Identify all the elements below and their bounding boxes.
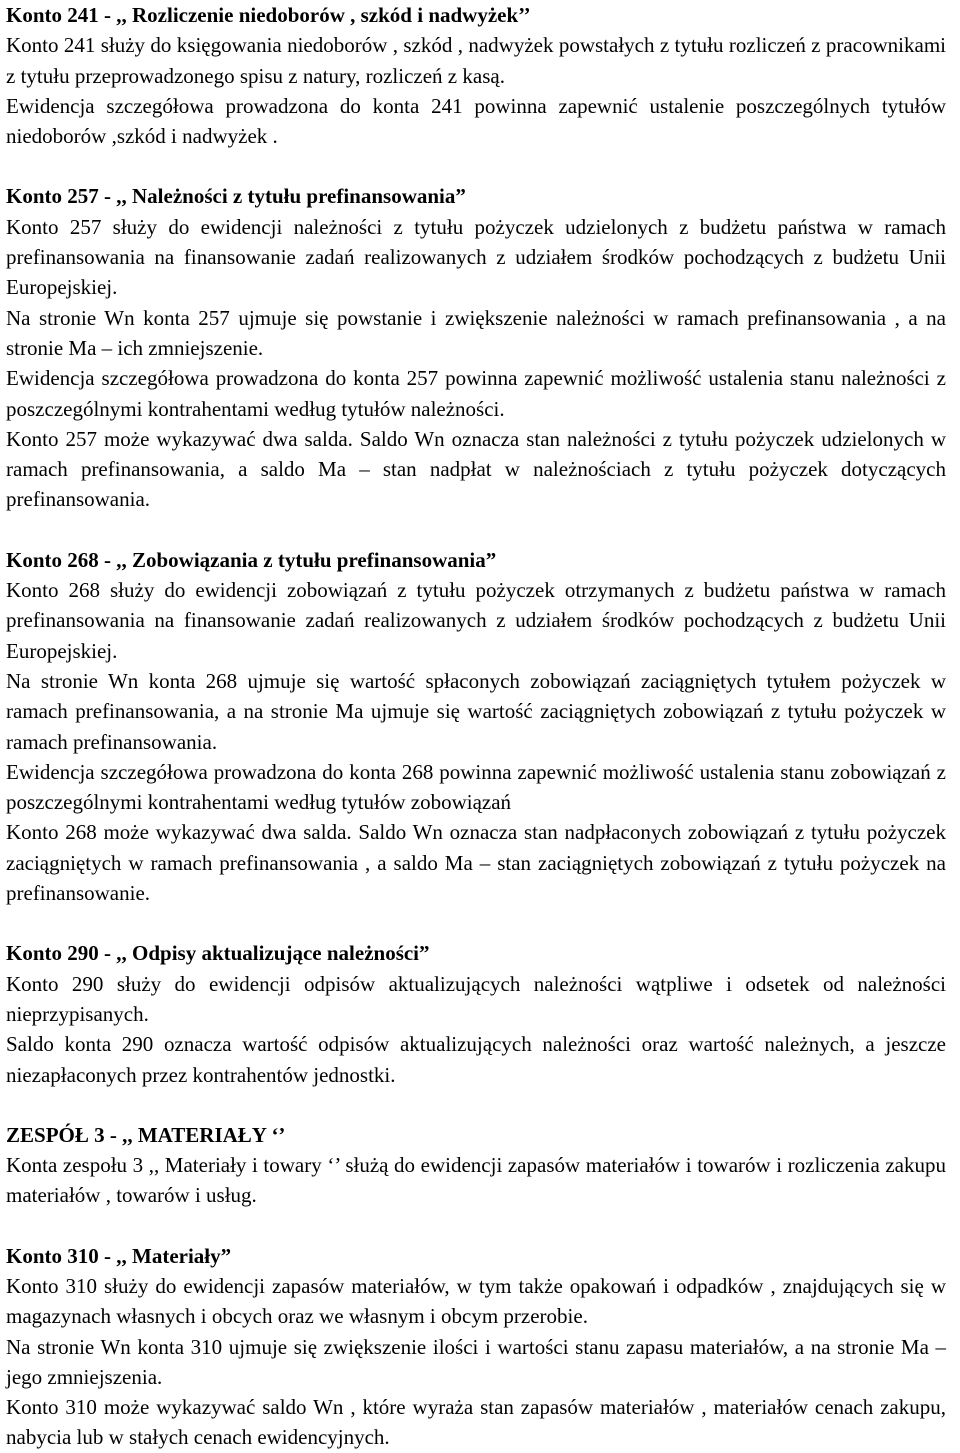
paragraph: Saldo konta 290 oznacza wartość odpisów aktualizujących należności oraz wartość należnych, a jeszcze niezapłaconych przez kontrahentów jednostki. bbox=[6, 1032, 946, 1087]
section-heading: Konto 241 - ,, Rozliczenie niedoborów , szkód i nadwyżek’’ bbox=[6, 3, 531, 27]
paragraph: Konto 268 może wykazywać dwa salda. Saldo Wn oznacza stan nadpłaconych zobowiązań z tytułu pożyczek zaciągniętych w ramach prefinansowania , a saldo Ma – stan zaciągniętych zobowiązań z tytułu pożyczek na prefinansowanie. bbox=[6, 820, 946, 906]
section-konto-290 bbox=[6, 938, 946, 1089]
section-konto-268 bbox=[6, 545, 946, 909]
paragraph: Na stronie Wn konta 257 ujmuje się powstanie i zwiększenie należności w ramach prefinansowania , a na stronie Ma – ich zmniejszenie. bbox=[6, 305, 946, 360]
section-zespol-3 bbox=[6, 1120, 946, 1211]
paragraph: Konto 290 służy do ewidencji odpisów aktualizujących należności wątpliwe i odsetek od należności nieprzypisanych. bbox=[6, 971, 946, 1026]
section-konto-257 bbox=[6, 181, 946, 514]
paragraph: Ewidencja szczegółowa prowadzona do konta 257 powinna zapewnić możliwość ustalenia stanu należności z poszczególnymi kontrahentami według tytułów należności. bbox=[6, 366, 946, 421]
section-heading: Konto 290 - ,, Odpisy aktualizujące należności” bbox=[6, 941, 430, 966]
paragraph: Konto 241 służy do księgowania niedoborów , szkód , nadwyżek powstałych z tytułu rozliczeń z pracownikami z tytułu przeprowadzonego spisu z natury, rozliczeń z kasą. bbox=[6, 33, 946, 88]
section-heading: Konto 257 - ,, Należności z tytułu prefinansowania” bbox=[6, 184, 466, 209]
paragraph: Konto 310 służy do ewidencji zapasów materiałów, w tym także opakowań i odpadków , znajdujących się w magazynach własnych i obcych oraz we własnym i obcym przerobie. bbox=[6, 1273, 946, 1329]
paragraph: Na stronie Wn konta 310 ujmuje się zwiększenie ilości i wartości stanu zapasu materiałów, a na stronie Ma – jego zmniejszenia. bbox=[6, 1334, 946, 1389]
section-heading: ZESPÓŁ 3 - ,, MATERIAŁY ‘’ bbox=[6, 1122, 286, 1147]
paragraph: Na stronie Wn konta 268 ujmuje się wartość spłaconych zobowiązań zaciągniętych tytułem pożyczek w ramach prefinansowania, a na stronie Ma ujmuje się wartość zaciągniętych zobowiązań z tytułu pożyczek w ramach prefinansowania. bbox=[6, 668, 946, 754]
paragraph: Konto 257 służy do ewidencji należności z tytułu pożyczek udzielonych z budżetu państwa w ramach prefinansowania na finansowanie zadań realizowanych z udziałem środków pochodzących z budżetu Unii Europejskiej. bbox=[6, 214, 946, 300]
paragraph: Konto 310 może wykazywać saldo Wn , które wyraża stan zapasów materiałów , materiałów cenach zakupu, nabycia lub w stałych cenach ewidencyjnych. bbox=[6, 1395, 946, 1450]
section-heading: Konto 310 - ,, Materiały” bbox=[6, 1243, 232, 1268]
paragraph: Konto 257 może wykazywać dwa salda. Saldo Wn oznacza stan należności z tytułu pożyczek udzielonych w ramach prefinansowania, a saldo Ma – stan nadpłat w należnościach z tytułu pożyczek dotyczących prefinansowania. bbox=[6, 426, 946, 512]
paragraph: Konto 268 służy do ewidencji zobowiązań z tytułu pożyczek otrzymanych z budżetu państwa w ramach prefinansowania na finansowanie zadań realizowanych z udziałem środków pochodzących z budżetu Unii Europejskiej. bbox=[6, 578, 946, 663]
section-konto-241 bbox=[6, 0, 946, 151]
paragraph: Konta zespołu 3 ,, Materiały i towary ‘’ służą do ewidencji zapasów materiałów i towarów i rozliczenia zakupu materiałów , towarów i usług. bbox=[6, 1153, 946, 1208]
section-konto-310 bbox=[6, 1241, 946, 1453]
paragraph: Ewidencja szczegółowa prowadzona do konta 268 powinna zapewnić możliwość ustalenia stanu zobowiązań z poszczególnymi kontrahentami według tytułów zobowiązań bbox=[6, 759, 946, 815]
paragraph: Ewidencja szczegółowa prowadzona do konta 241 powinna zapewnić ustalenie poszczególnych tytułów niedoborów ,szkód i nadwyżek . bbox=[6, 93, 946, 149]
section-heading: Konto 268 - ,, Zobowiązania z tytułu prefinansowania” bbox=[6, 547, 497, 572]
